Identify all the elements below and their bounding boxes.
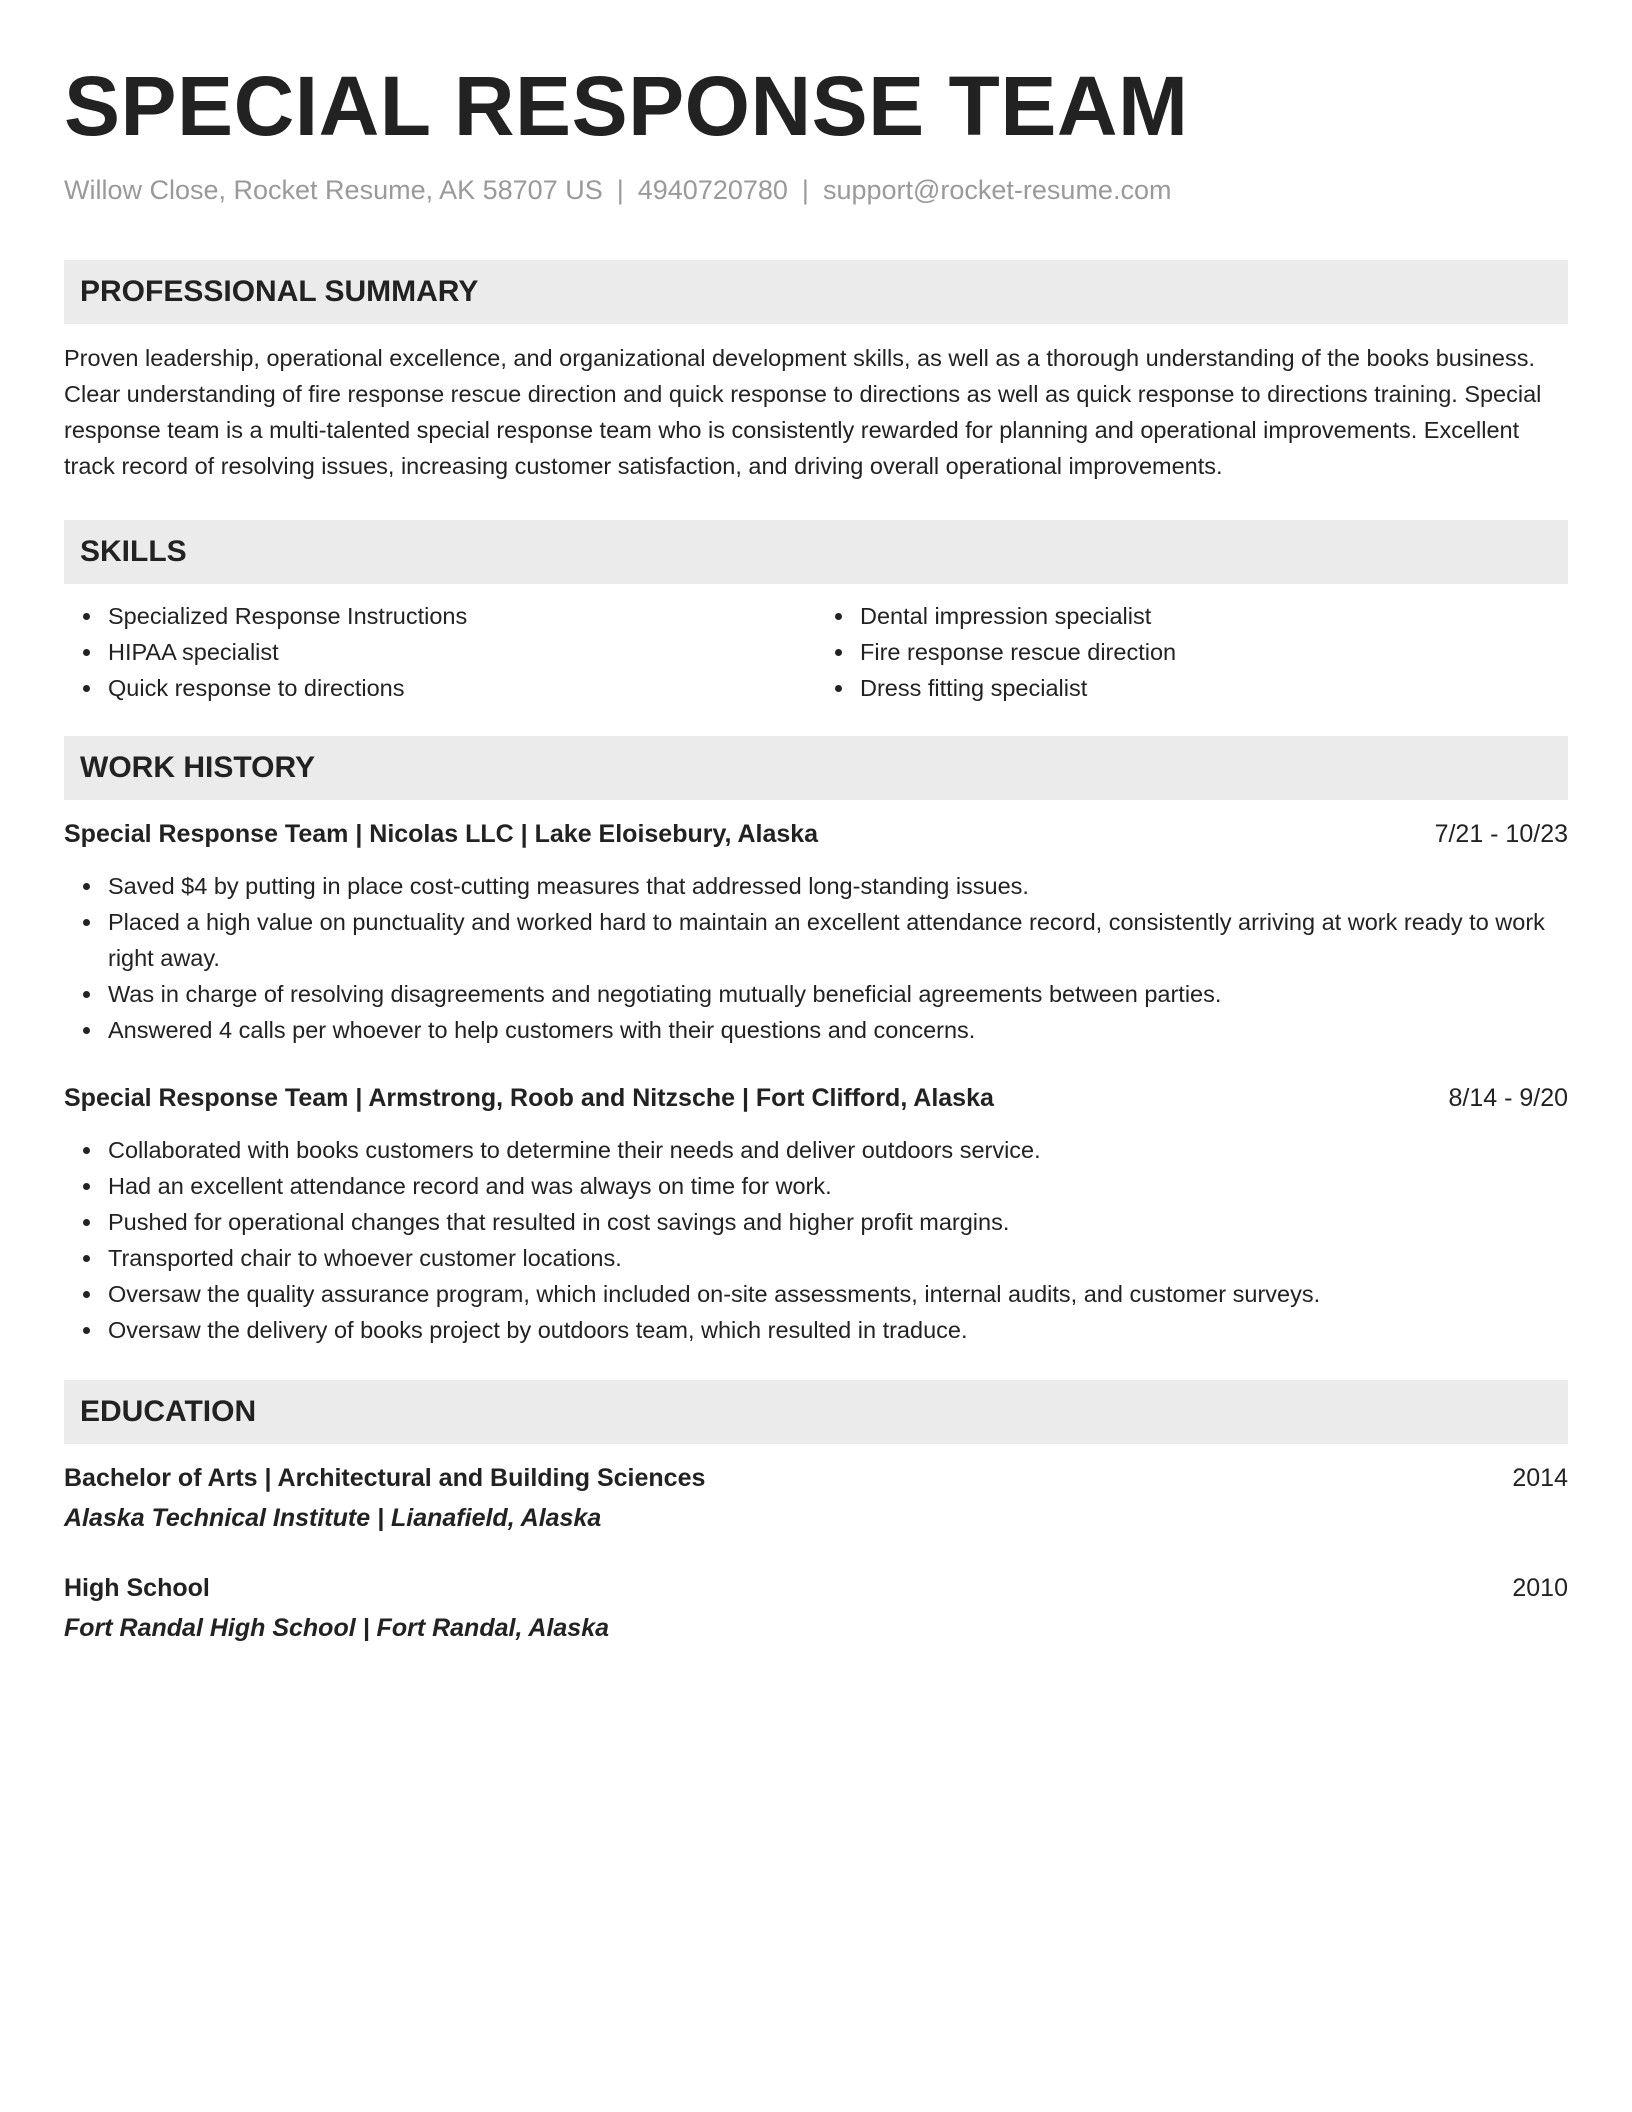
job-dates: 7/21 - 10/23 [1434,820,1568,848]
job-bullet: Oversaw the quality assurance program, which included on-site assessments, internal audits, and customer surveys. [108,1276,1568,1312]
contact-line [64,172,1568,208]
skills-list-right [816,598,1568,706]
job-bullets [64,1132,1568,1348]
education-header [64,1460,1568,1496]
job-header [64,1080,1568,1116]
job-bullet: Placed a high value on punctuality and worked hard to maintain an excellent attendance record, consistently arriving at work ready to work right away. [108,904,1568,976]
job-title: Special Response Team | Armstrong, Roob and Nitzsche | Fort Clifford, Alaska [64,1084,994,1112]
job-bullets [64,868,1568,1048]
skills-list-left [64,598,816,706]
job-dates: 8/14 - 9/20 [1448,1084,1568,1112]
education-school: Fort Randal High School | Fort Randal, Alaska [64,1614,610,1642]
education-entry [64,1570,1568,1646]
education-entry [64,1460,1568,1536]
education-degree: High School [64,1574,210,1602]
education-header [64,1570,1568,1606]
education-school: Alaska Technical Institute | Lianafield, Alaska [64,1504,602,1532]
section-header-summary: PROFESSIONAL SUMMARY [64,260,1568,324]
section-header-education: EDUCATION [64,1380,1568,1444]
section-header-skills: SKILLS [64,520,1568,584]
job-title: Special Response Team | Nicolas LLC | Lake Eloisebury, Alaska [64,820,819,848]
job-bullet: Had an excellent attendance record and was always on time for work. [108,1168,1568,1204]
contact-phone: 4940720780 [637,175,788,205]
contact-separator: | [616,175,624,205]
job-bullet: Oversaw the delivery of books project by outdoors team, which resulted in traduce. [108,1312,1568,1348]
job-header [64,816,1568,852]
summary-text: Proven leadership, operational excellence, and organizational development skills, as well as a thorough understanding of the books business. Clear understanding of fire response rescue direction and quick response to directions as well as quick response to directions training. Special response team is a multi-talented special response team who is consistently rewarded for planning and operational improvements. Excellent track record of resolving issues, increasing customer satisfaction, and driving overall operational improvements. [64,345,1542,479]
section-header-work-history: WORK HISTORY [64,736,1568,800]
job-entry [64,1080,1568,1348]
job-bullet: Was in charge of resolving disagreements and negotiating mutually beneficial agreements between parties. [108,976,1568,1012]
job-bullet: Answered 4 calls per whoever to help customers with their questions and concerns. [108,1012,1568,1048]
job-bullet: Transported chair to whoever customer locations. [108,1240,1568,1276]
contact-email: support@rocket-resume.com [822,175,1172,205]
contact-separator: | [801,175,809,205]
candidate-name: SPECIAL RESPONSE TEAM [64,59,1189,153]
job-entry [64,816,1568,1048]
job-bullet: Collaborated with books customers to determine their needs and deliver outdoors service. [108,1132,1568,1168]
education-year: 2010 [1512,1574,1568,1602]
skill-item: HIPAA specialist [108,634,816,670]
education-degree: Bachelor of Arts | Architectural and Building Sciences [64,1464,706,1492]
job-bullet: Pushed for operational changes that resulted in cost savings and higher profit margins. [108,1204,1568,1240]
contact-address: Willow Close, Rocket Resume, AK 58707 US [64,175,603,205]
skill-item: Quick response to directions [108,670,816,706]
skill-item: Specialized Response Instructions [108,598,816,634]
skill-item: Fire response rescue direction [860,634,1568,670]
job-bullet: Saved $4 by putting in place cost-cutting measures that addressed long-standing issues. [108,868,1568,904]
education-year: 2014 [1512,1464,1568,1492]
skills-grid [64,598,1568,706]
skill-item: Dental impression specialist [860,598,1568,634]
skill-item: Dress fitting specialist [860,670,1568,706]
